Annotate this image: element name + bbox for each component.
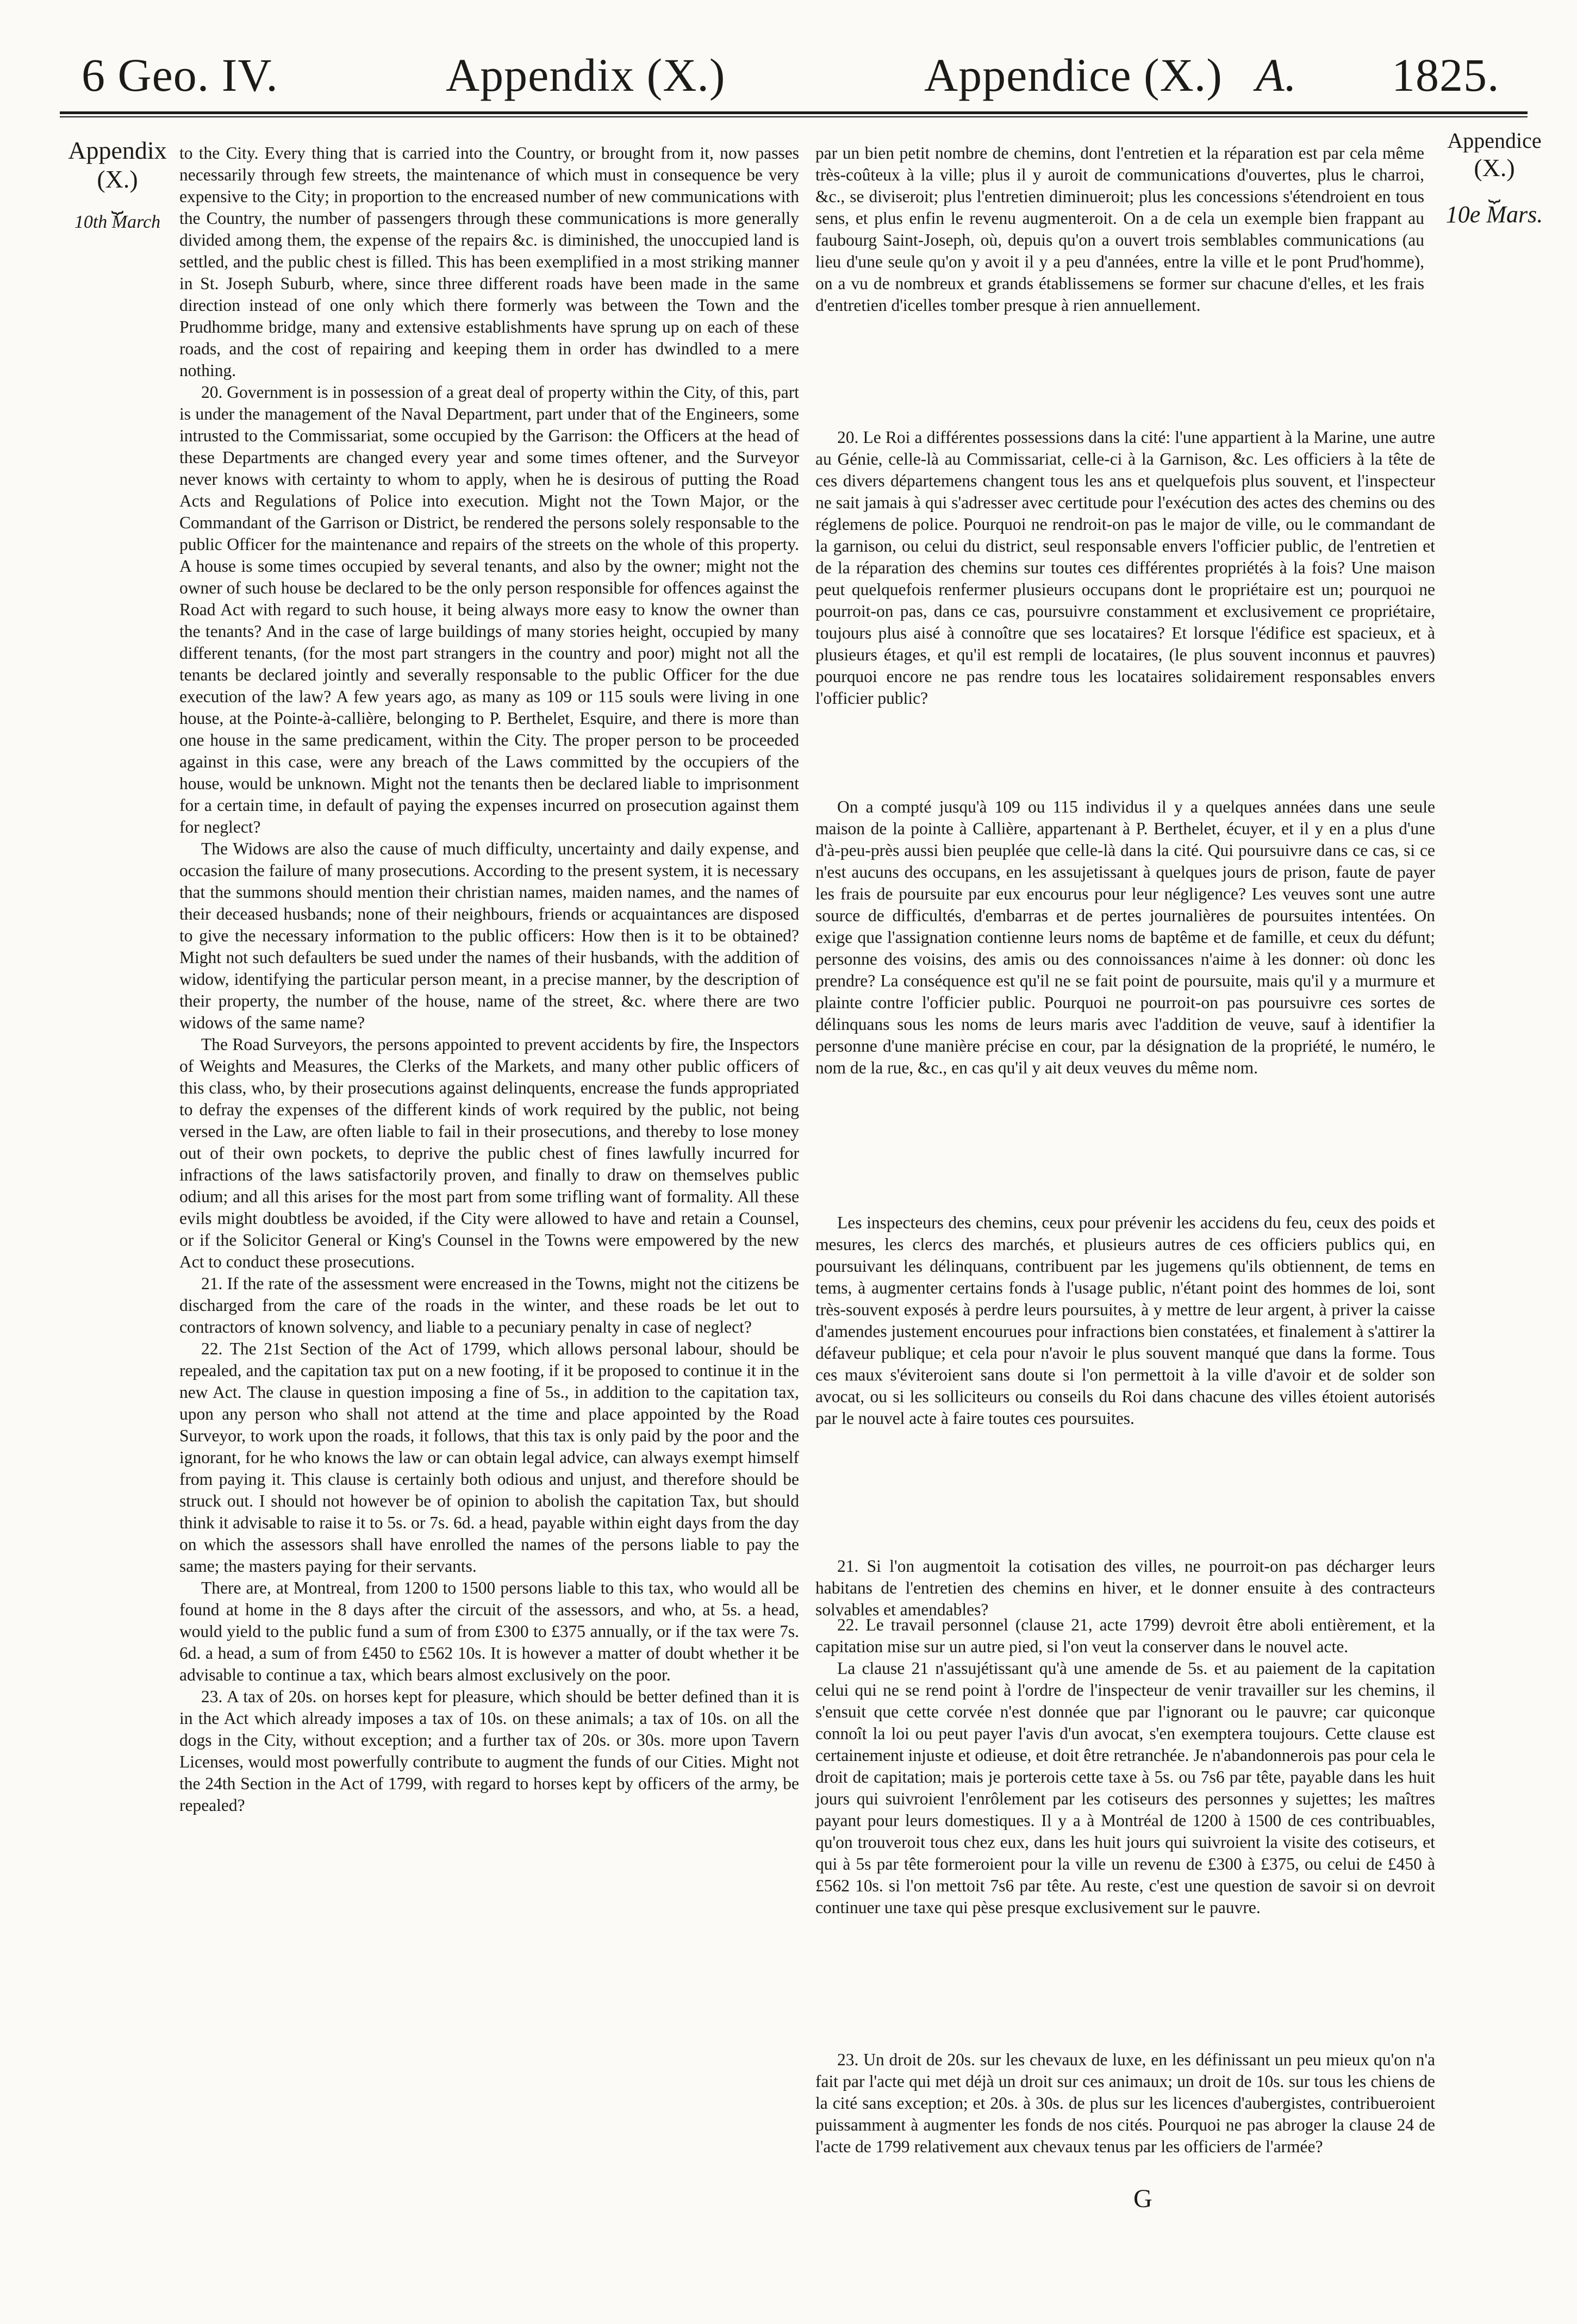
english-paragraph: The Widows are also the cause of much difficulty, uncertainty and daily expense, and occasion the failure of many prosecutions. According to the present system, it is necessary that the summons should mention their christian names, maiden names, and the names of their deceased husbands; none of their neighbours, friends or acquaintances are disposed to give the necessary information to the public officers: How then is it to be obtained? Might not such defaulters be sued under the names of their husbands, with the addition of widow, identifying the particular person meant, in a precise manner, by the description of their property, the number of the house, name of the street, &c. where there are two widows of the same name? [179,839,799,1032]
margin-appendix-word: Appendix [68,136,167,164]
english-paragraph: The Road Surveyors, the persons appointed to prevent accidents by fire, the Inspectors of Weights and Measures, the Clerks of the Markets, and many other public officers of this class, who, by their prosecutions against delinquents, encrease the funds appropriated to defray the expenses of the different kinds of work required by the public, not being versed in the Law, are often liable to fail in their prosecutions, and thereby to lose money out of their own pockets, to deprive the public chest of fines lawfully incurred for infractions of the laws satisfactorily proven, and finally to draw on themselves public odium; and all this arises for the most part from some trifling want of formality. All these evils might doubtless be avoided, if the City were allowed to have and retain a Counsel, or if the Solicitor General or King's Counsel in the Towns were empowered by the new Act to conduct these prosecutions. [179,1035,799,1271]
french-text: On a compté jusqu'à 109 ou 115 individus il y a quelques années dans une seule maison de la pointe à Callière, appartenant à P. Berthelet, écuyer, et il y en a plus d'une d'à-peu-près aussi bien peuplée que celle-là dans la cité. Qui poursuivre dans ce cas, si ce n'est aucuns des occupans, en les assujetissant à quelques jours de prison, faute de payer les frais de poursuite par eux encourus pour leur négligence? Les veuves sont une autre source de difficultés, d'embarras et de pertes journalières de poursuites intentées. On exige que l'assignation contienne leurs noms de baptême et de famille, et ceux du défunt; personne des voisins, des amis ou des connoissances n'aime à les donner: où donc les prendre? La conséquence est qu'il ne se fait point de poursuite, mais qu'il y a murmure et plainte contre l'officier public. Pourquoi ne pourroit-on pas poursuivre ces sortes de délinquans sous les noms de leurs maris avec l'addition de veuve, sauf à identifier la personne d'une manière précise en cour, par la désignation de la propriété, le numéro, le nom de la rue, &c., en cas qu'il y ait deux veuves du même nom. [815,797,1435,1077]
header-rule-thin [60,116,1528,117]
french-text: 22. Le travail personnel (clause 21, acte 1799) devroit être aboli entièrement, et la capitation mise sur un autre pied, si l'on veut la conserver dans le nouvel acte. [815,1615,1435,1656]
signature-mark: G [1133,2184,1152,2213]
brace-icon: ⏟ [1488,180,1501,203]
page-header [0,0,1577,114]
english-paragraph: to the City. Every thing that is carried into the Country, or brought from it, now passes necessarily through few streets, the maintenance of which must in consequence be very expensive to the City; in proportion to the encreased number of new communications with the Country, the number of passengers through these communications is more generally divided among them, the expense of the repairs &c. is diminished, the unoccupied land is settled, and the public chest is filled. This has been exemplified in a most striking manner in St. Joseph Suburb, where, since three different roads have been made in the same direction instead of one only which there formerly was between the Town and the Prudhomme bridge, many and extensive establishments have sprung up on each of these roads, and the cost of repairing and keeping them in order has dwindled to a mere nothing. [179,143,799,380]
margin-note-right [1426,128,1562,228]
french-paragraph [815,427,1435,709]
french-text: par un bien petit nombre de chemins, dont l'entretien et la réparation est par cela même très-coûteux à la ville; plus il y auroit de communications d'ouvertes, plus le charroi, &c., se diviseroit; plus l'entretien diminueroit; plus les concessions s'étendroient en tous sens, et plus enfin le revenu augmenteroit. On a de cela un exemple bien frappant au faubourg Saint-Joseph, où, depuis qu'on a ouvert trois semblables communications (au lieu d'une seule qu'on y avoit il y a peu d'années, entre la ville et le pont Prud'homme), on a vu de nombreux et grands établissemens se former sur chacune d'elles, et les frais d'entretien d'icelles tomber presque à rien annuellement. [815,143,1424,315]
header-regnal-year: 6 Geo. IV. [82,49,278,101]
french-text: 20. Le Roi a différentes possessions dans la cité: l'une appartient à la Marine, une autre au Génie, celle-là au Commissariat, celle-ci à la Garnison, &c. Les officiers à la tête de ces divers départemens changent tous les ans et quelquefois plus souvent, et l'inspecteur ne sait jamais à qui s'adresser avec certitude pour l'exécution des actes des chemins ou des réglemens de police. Pourquoi ne rendroit-on pas le major de ville, ou le commandant de la garnison, ou celui du district, seul responsable envers l'officier public, de l'entretien et de la réparation des chemins sur toutes ces différentes propriétés à la fois? Une maison peut quelquefois renfermer plusieurs occupans dont le propriétaire est un; pourquoi ne pourroit-on pas, dans ce cas, poursuivre constamment et exclusivement ce propriétaire, toujours plus aisé à connoître que ses locataires? Et lorsque l'édifice est spacieux, et à plusieurs étages, et qu'il est rempli de locataires, (le plus souvent inconnus et pauvres) pourquoi encore ne pas rendre tous les locataires solidairement responsables envers l'officier public? [815,428,1435,708]
header-letter: A. [1256,49,1298,101]
margin-appendix-label: (X.) [97,165,138,193]
header-rule [60,111,1528,114]
header-appendice-title: Appendice (X.) [924,49,1223,101]
french-paragraph [815,2049,1435,2158]
margin-appendice-label: (X.) [1474,154,1515,182]
brace-icon: ⏟ [111,191,124,214]
french-text: 23. Un droit de 20s. sur les chevaux de luxe, en les définissant un peu mieux qu'on n'a fait par l'acte qui met déjà un droit sur ces animaux; un droit de 10s. sur tous les chiens de la cité sans exception; et 20s. à 30s. de plus sur les licences d'aubergistes, contribueroient puissamment à augmenter les fonds de nos cités. Pourquoi ne pas abroger la clause 24 de l'acte de 1799 relativement aux chevaux tenus par les officiers de l'armée? [815,2050,1435,2156]
french-text: La clause 21 n'assujétissant qu'à une amende de 5s. et au paiement de la capitation celui qui ne se rend point à l'ordre de l'inspecteur de venir travailler sur les chemins, il s'ensuit que cette corvée n'est donnée que par l'ignorant ou le pauvre; car quiconque connoît la loi ou peut payer l'avis d'un avocat, s'en exemptera toujours. Cette clause est certainement injuste et odieuse, et doit être retranchée. Je n'abandonnerois pas pour cela le droit de capitation; mais je porterois cette taxe à 5s. ou 7s6 par tête, payable dans les huit jours qui suivroient l'enrôlement par les cotiseurs des personnes y sujettes; les maîtres payant pour leurs domestiques. Il y a à Montréal de 1200 à 1500 de ces contribuables, qu'on trouveroit tous chez eux, dans les huit jours qui suivroient la visite des cotiseurs, et qui à 5s par tête formeroient pour la ville un revenu de £300 à £375, ou celui de £450 à £562 10s. si l'on mettoit 7s6 par tête. Au reste, c'est une question de savoir si on devroit continuer une taxe qui pèse presque exclusivement sur le pauvre. [815,1659,1435,1917]
margin-note-left [52,136,183,233]
english-paragraph: 20. Government is in possession of a great deal of property within the City, of this, part is under the management of the Naval Department, part under that of the Engineers, some intrusted to the Commissariat, some occupied by the Garrison: the Officers at the head of these Departments are changed every year and some times oftener, and the Surveyor never knows with certainty to whom to apply, when he is desirous of putting the Road Acts and Regulations of Police into execution. Might not the Town Major, or the Commandant of the Garrison or District, be rendered the persons solely responsable to the public Officer for the maintenance and repairs of the streets on the whole of this property. A house is some times occupied by several tenants, and also by the owner; might not the owner of such house be declared to be the only person responsible for offences against the Road Act with regard to such house, it being always more easy to know the owner than the tenants? And in the case of large buildings of many stories height, occupied by many different tenants, (for the most part strangers in the country and poor) might not all the tenants be declared jointly and severally responsable to the public Officer for the due execution of the law? A few years ago, as many as 109 or 115 souls were living in one house, at the Pointe-à-callière, belonging to P. Berthelet, Esquire, and there is more than one house in the same predicament, within the City. The proper person to be proceeded against in this case, were any breach of the Laws committed by the occupiers of the house, would be unknown. Might not the tenants then be declared liable to imprisonment for a certain time, in default of paying the expenses incurred on prosecution against them for neglect? [179,383,799,836]
header-year: 1825. [1392,49,1500,101]
french-text: Les inspecteurs des chemins, ceux pour prévenir les accidens du feu, ceux des poids et mesures, les clercs des marchés, et plusieurs autres de ces officiers publics qui, en poursuivant les délinquans, contribuent par les jugemens qu'ils obtiennent, de tems en tems, à augmenter certains fonds à l'usage public, n'étant point des hommes de loi, sont très-souvent exposés à perdre leurs poursuites, à y mettre de leur argent, à priver la caisse d'amendes justement encourues pour infractions bien constatées, et finalement à s'attirer la défaveur publique; et cela pour n'avoir le plus souvent manqué que dans la forme. Tous ces maux s'éviteroient sans doute si l'on permettoit à la ville d'avoir et de solder son avocat, ou si les solliciteurs ou conseils du Roi dans chacune des villes étoient autorisés par le nouvel acte à faire toutes ces poursuites. [815,1213,1435,1428]
french-paragraph [815,1614,1435,1919]
margin-appendice-word: Appendice [1447,128,1542,153]
french-paragraph [815,142,1424,316]
french-paragraph [815,796,1435,1079]
english-paragraph: There are, at Montreal, from 1200 to 1500 persons liable to this tax, who would all be found at home in the 8 days after the circuit of the assessors, and who, at 5s. a head, would yield to the public fund a sum of from £300 to £375 annually, or if the tax were 7s. 6d. a head, a sum of from £450 to £562 10s. It is however a matter of doubt whether it be advisable to continue a tax, which bears almost exclusively on the poor. [179,1578,799,1684]
english-paragraph: 22. The 21st Section of the Act of 1799, which allows personal labour, should be repealed, and the capitation tax put on a new footing, if it be proposed to continue it in the new Act. The clause in question imposing a fine of 5s., in addition to the capitation tax, upon any person who shall not attend at the time and place appointed by the Road Surveyor, to work upon the roads, it follows, that this tax is only paid by the poor and the ignorant, for he who knows the law or can obtain legal advice, can always exempt himself from paying it. This clause is certainly both odious and unjust, and therefore should be struck out. I should not however be of opinion to abolish the capitation Tax, but should think it advisable to raise it to 5s. or 7s. 6d. a head, payable within eight days from the day on which the assessors shall have enrolled the names of the persons liable to pay the same; the masters paying for their servants. [179,1339,799,1576]
french-paragraph [815,1555,1435,1621]
margin-date: 10e Mars. [1445,201,1543,228]
french-text: 21. Si l'on augmentoit la cotisation des villes, ne pourroit-on pas décharger leurs habitans de l'entretien des chemins en hiver, et le donner ensuite à des contracteurs solvables et amendables? [815,1557,1435,1619]
english-paragraph: 21. If the rate of the assessment were encreased in the Towns, might not the citizens be discharged from the care of the roads in the winter, and these roads be let out to contractors of known solvency, and liable to a pecuniary penalty in case of neglect? [179,1274,799,1336]
english-column [179,142,799,1816]
header-appendix-title: Appendix (X.) [446,49,726,101]
french-paragraph [815,1212,1435,1429]
margin-date: 10th March [74,212,161,232]
english-paragraph: 23. A tax of 20s. on horses kept for pleasure, which should be better defined than it is in the Act which already imposes a tax of 10s. on these animals; a tax of 10s. on all the dogs in the City, without exception; and a further tax of 20s. or 30s. more upon Tavern Licenses, would most powerfully contribute to augment the funds of our Cities. Might not the 24th Section in the Act of 1799, with regard to horses kept by officers of the army, be repealed? [179,1687,799,1815]
